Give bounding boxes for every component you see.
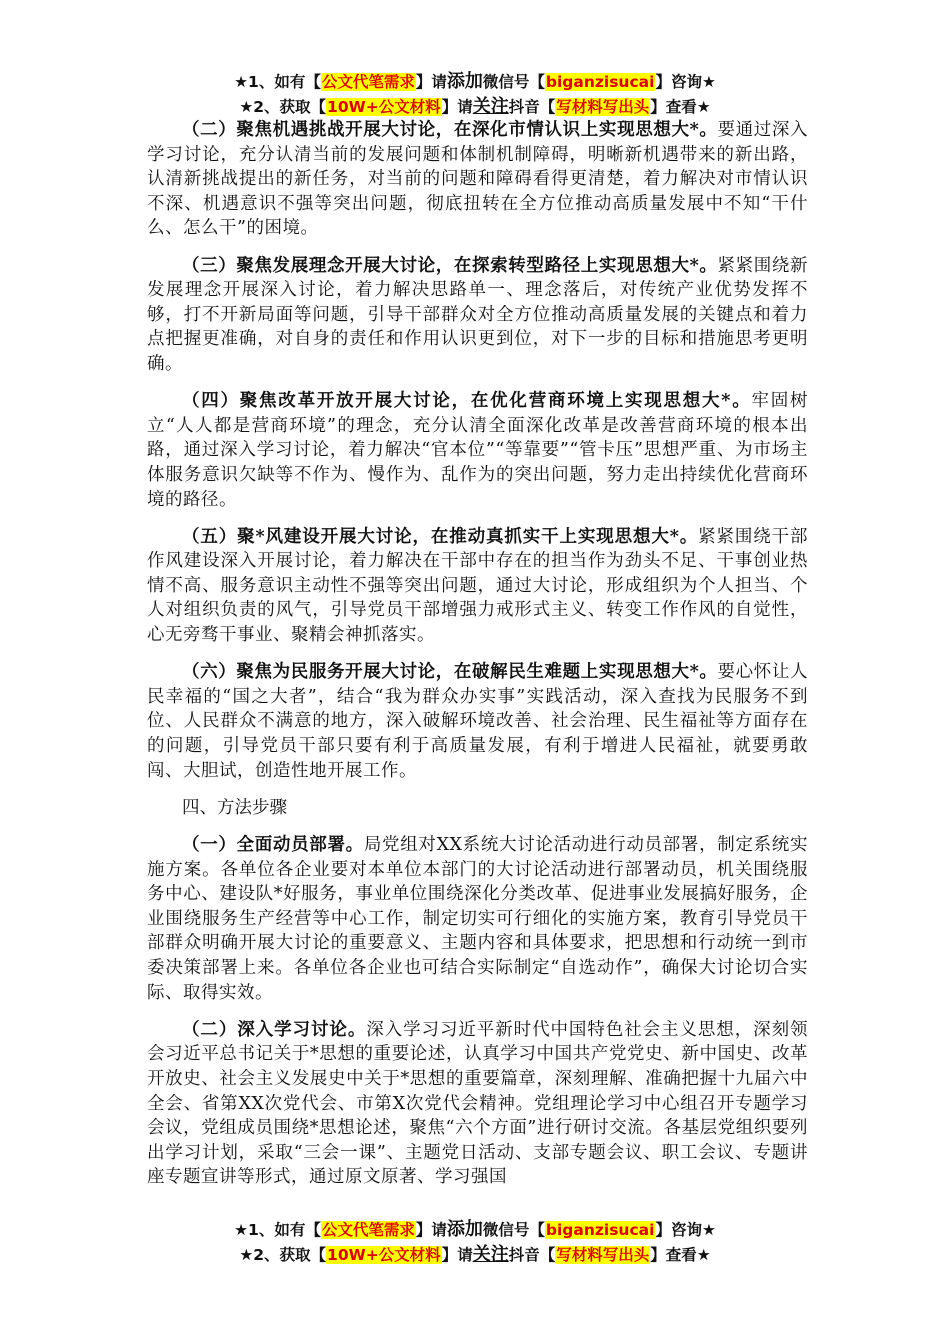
banner-text: 】咨询★: [655, 1221, 716, 1239]
banner-text: ★1、如有【: [234, 1221, 321, 1239]
banner-text: 抖音【: [508, 98, 556, 116]
banner-highlight: 公文代笔需求: [321, 1221, 415, 1239]
banner-wechat-id: biganzisucai: [545, 1221, 655, 1239]
banner-highlight: 10W+公文材料: [327, 98, 441, 116]
banner-text: ★2、获取【: [239, 1246, 327, 1264]
banner-line-2: [0, 1242, 950, 1267]
banner-text: 微信号【: [482, 1221, 545, 1239]
paragraph: [147, 833, 808, 1005]
paragraph-lead: （五）聚*风建设开展大讨论，在推动真抓实干上实现思想大*。: [182, 526, 699, 547]
banner-highlight: 公文代笔需求: [321, 73, 415, 91]
banner-text: 】请: [441, 1246, 473, 1264]
document-body: [147, 118, 808, 1190]
banner-douyin-id: 写材料写出头: [556, 98, 650, 116]
paragraph-text: 紧紧围绕新发展理念开展深入讨论，着力解决思路单一、理念落后，对传统产业优势发挥不够，打不开新局面等问题，引导干部群众对全方位推动高质量发展的关键点和着力点把握更准确，对自身的责任和作用认识更到位，对下一步的目标和措施思考更明确。: [147, 255, 808, 374]
banner-text: ★2、获取【: [239, 98, 327, 116]
paragraph-lead: （二）聚焦机遇挑战开展大讨论，在深化市情认识上实现思想大*。: [182, 120, 718, 140]
section-heading: 四、方法步骤: [182, 797, 287, 818]
paragraph: [147, 389, 808, 512]
banner-line-2: [0, 94, 950, 119]
banner-highlight: 10W+公文材料: [327, 1246, 441, 1264]
paragraph-lead: （四）聚焦改革开放开展大讨论，在优化营商环境上实现思想大*。: [182, 391, 752, 412]
banner-wechat-id: biganzisucai: [545, 73, 655, 91]
banner-emphasis: 添加: [446, 71, 483, 92]
banner-text: 】请: [415, 1221, 447, 1239]
banner-text: 微信号【: [482, 73, 545, 91]
banner-text: ★1、如有【: [234, 73, 321, 91]
paragraph-lead: （一）全面动员部署。: [182, 835, 364, 855]
paragraph-text: 紧紧围绕干部作风建设深入开展讨论，着力解决在干部中存在的担当作为劲头不足、干事创业热情不高、服务意识主动性不强等突出问题，通过大讨论，形成组织为个人担当、个人对组织负责的风气，引导党员干部增强力戒形式主义、转变工作作风的自觉性，心无旁骛干事业、聚精会神抓落实。: [147, 526, 808, 646]
banner-douyin-id: 写材料写出头: [556, 1246, 650, 1264]
banner-text: 】请: [415, 73, 447, 91]
banner-text: 】查看★: [650, 1246, 711, 1264]
banner-text: 】查看★: [650, 98, 711, 116]
bottom-banner: [0, 1217, 950, 1267]
paragraph: [147, 525, 808, 648]
paragraph-lead: （六）聚焦为民服务开展大讨论，在破解民生难题上实现思想大*。: [182, 662, 718, 683]
paragraph-text: 牢固树立“人人都是营商环境”的理念，充分认清全面深化改革是改善营商环境的根本出路，通过深入学习讨论，着力解决“官本位”“等靠要”“管卡压”思想严重、为市场主体服务意识欠缺等不作为、慢作为、乱作为的突出问题，努力走出持续优化营商环境的路径。: [147, 391, 809, 510]
banner-emphasis: 关注: [472, 96, 509, 117]
banner-emphasis: 关注: [472, 1244, 509, 1265]
paragraph: [147, 660, 808, 783]
paragraph-lead: （三）聚焦发展理念开展大讨论，在探索转型路径上实现思想大*。: [182, 255, 718, 276]
banner-emphasis: 添加: [446, 1219, 483, 1240]
paragraph: [147, 254, 808, 377]
banner-line-1: [0, 1217, 950, 1242]
paragraph-text: 局党组对XX系统大讨论活动进行动员部署，制定系统实施方案。各单位各企业要对本单位本部门的大讨论活动进行部署动员，机关围绕服务中心、建设队*好服务，事业单位围绕深化分类改革、促进事业发展搞好服务，企业围绕服务生产经营等中心工作，制定切实可行细化的实施方案，教育引导党员干部群众明确开展大讨论的重要意义、主题内容和具体要求，把思想和行动统一到市委决策部署上来。各单位各企业也可结合实际制定“自选动作”，确保大讨论切合实际、取得实效。: [147, 835, 808, 1003]
paragraph-text: 要心怀让人民幸福的“国之大者”，结合“我为群众办实事”实践活动，深入查找为民服务不到位、人民群众不满意的地方，深入破解环境改善、社会治理、民生福祉等方面存在的问题，引导党员干部只要有利于高质量发展，有利于增进人民福祉，就要勇敢闯、大胆试，创造性地开展工作。: [147, 662, 808, 781]
paragraph: [147, 1018, 808, 1190]
paragraph: [147, 118, 808, 241]
banner-text: 】咨询★: [655, 73, 716, 91]
paragraph-lead: （二）深入学习讨论。: [182, 1019, 367, 1040]
paragraph-text: 要通过深入学习讨论，充分认清当前的发展问题和体制机制障碍，明晰新机遇带来的新出路，认清新挑战提出的新任务，对当前的问题和障碍看得更清楚，着力解决对市情认识不深、机遇意识不强等突出问题，彻底扭转在全方位推动高质量发展中不知“干什么、怎么干”的困境。: [147, 120, 808, 239]
banner-line-1: [0, 69, 950, 94]
top-banner: [0, 69, 950, 119]
paragraph-text: 深入学习习近平新时代中国特色社会主义思想，深刻领会习近平总书记关于*思想的重要论述，认真学习中国共产党党史、新中国史、改革开放史、社会主义发展史中关于*思想的重要篇章，深刻理解、准确把握十九届六中全会、省第XX次党代会、市第X次党代会精神。党组理论学习中心组召开专题学习会议，党组成员围绕*思想论述，聚焦“六个方面”进行研讨交流。各基层党组织要列出学习计划，采取“三会一课”、主题党日活动、支部专题会议、职工会议、专题讲座专题宣讲等形式，通过原文原著、学习强国: [147, 1019, 809, 1188]
banner-text: 抖音【: [508, 1246, 556, 1264]
banner-text: 】请: [441, 98, 473, 116]
